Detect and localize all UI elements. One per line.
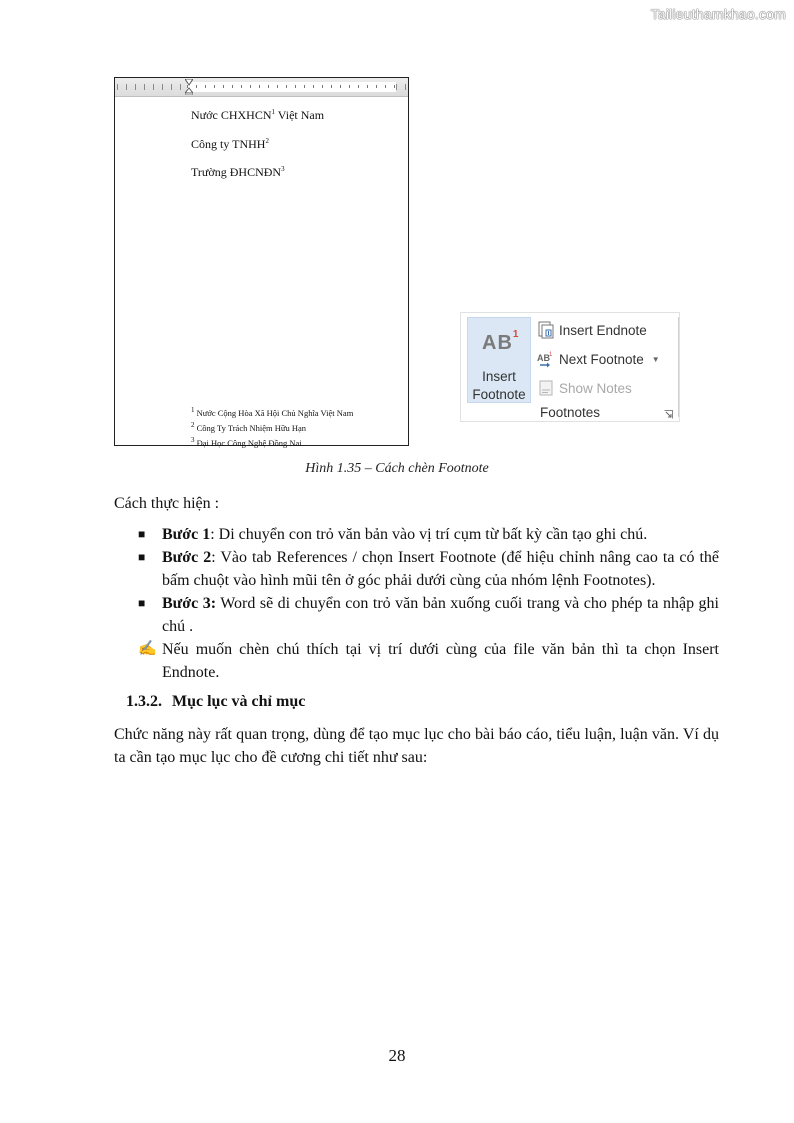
- ruler-text-area: [187, 82, 396, 92]
- footnotes-ribbon-group: [460, 312, 680, 422]
- footnote-3: $^3$ Đại Học Công Nghệ Đồng Nai: [191, 435, 302, 448]
- doc-line-1: Nước CHXHCN$^1$ Việt Nam: [191, 108, 325, 122]
- endnote-icon: [537, 321, 555, 339]
- svg-text:AB: AB: [537, 353, 550, 363]
- insert-footnote-button[interactable]: [467, 317, 531, 403]
- step-3: ■ Bước 3: Word sẽ di chuyển con trỏ văn bản xuống cuối trang và cho phép ta nhập ghi chú .: [138, 592, 719, 638]
- document-preview: [114, 77, 409, 446]
- insert-footnote-label: Insert Footnote: [472, 369, 526, 402]
- square-bullet-icon: ■: [138, 596, 146, 610]
- svg-text:1: 1: [549, 352, 553, 358]
- footnote-1: $^1$ Nước Cộng Hòa Xã Hội Chủ Nghĩa Việt Nam: [191, 406, 354, 418]
- footnote-icon: $AB^1$: [482, 329, 520, 354]
- dialog-launcher-icon[interactable]: [664, 410, 673, 419]
- show-notes-icon: [537, 379, 555, 397]
- indent-marker-icon: [185, 79, 193, 95]
- square-bullet-icon: ■: [138, 550, 146, 564]
- show-notes-button[interactable]: Show Notes: [537, 377, 632, 399]
- step-1: ■ Bước 1: Di chuyển con trỏ văn bản vào vị trí cụm từ bất kỳ cần tạo ghi chú.: [138, 523, 719, 546]
- doc-line-2: Công ty TNHH$^2$: [191, 137, 269, 151]
- section-heading: 1.3.2. Mục lục và chỉ mục: [126, 693, 306, 710]
- doc-line-3: Trường ĐHCNĐN$^3$: [191, 165, 285, 179]
- writing-hand-icon: ✍: [138, 641, 157, 657]
- note: ✍ Nếu muốn chèn chú thích tại vị trí dưới cùng của file văn bản thì ta chọn Insert Endnote.: [138, 638, 719, 684]
- body-paragraph: Chức năng này rất quan trọng, dùng để tạo mục lục cho bài báo cáo, tiểu luận, luận văn. Ví dụ ta cần tạo mục lục cho đề cương chi tiết như sau:: [114, 726, 719, 766]
- ruler: [115, 78, 408, 97]
- watermark: Tailieuthamkhao.com: [650, 6, 786, 22]
- footnote-area: [191, 404, 353, 448]
- next-footnote-button[interactable]: AB 1 Next Footnote ▼: [537, 351, 660, 367]
- next-footnote-icon: [537, 350, 555, 368]
- square-bullet-icon: ■: [138, 527, 146, 541]
- intro-text: Cách thực hiện :: [114, 495, 220, 512]
- insert-endnote-button[interactable]: Insert Endnote: [537, 319, 647, 341]
- footnotes-group-label: Footnotes: [539, 405, 601, 420]
- footnote-2: $^2$ Công Ty Trách Nhiệm Hữu Hạn: [191, 420, 307, 433]
- figure-caption: Hình 1.35 – Cách chèn Footnote: [305, 461, 489, 476]
- page-number: 28: [388, 1046, 406, 1065]
- step-2: ■ Bước 2: Vào tab References / chọn Insert Footnote (để hiệu chỉnh nâng cao ta có thể bấm chuột vào hình mũi tên ở góc phải dưới cùng của nhóm lệnh Footnotes).: [138, 546, 719, 592]
- dropdown-arrow-icon[interactable]: ▼: [651, 354, 660, 364]
